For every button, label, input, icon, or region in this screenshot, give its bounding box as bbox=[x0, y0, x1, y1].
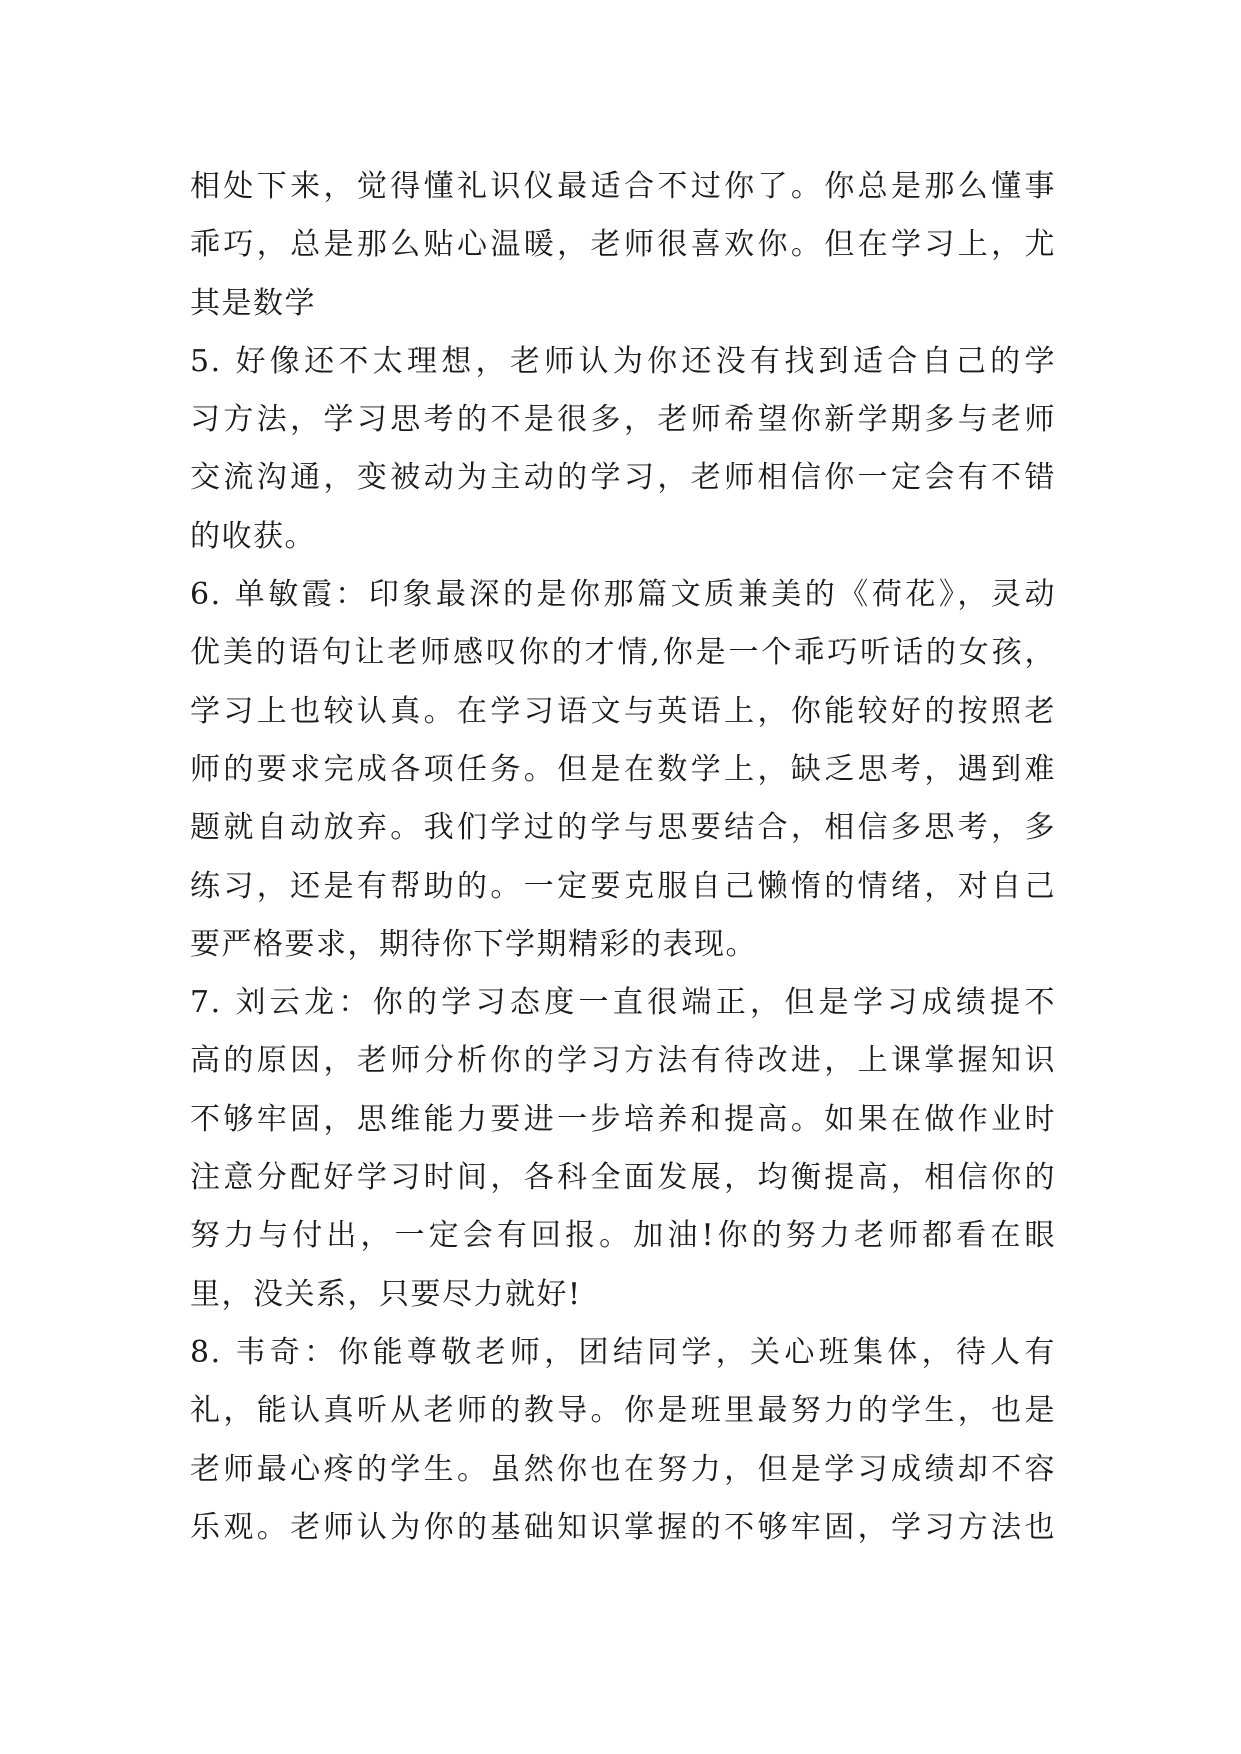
text-line: 礼，能认真听从老师的教导。你是班里最努力的学生，也是 bbox=[190, 1393, 1056, 1429]
text-line: 师的要求完成各项任务。但是在数学上，缺乏思考，遇到难 bbox=[190, 751, 1056, 787]
text-line: 乖巧，总是那么贴心温暖，老师很喜欢你。但在学习上，尤 bbox=[190, 227, 1056, 263]
text-line: 其是数学 bbox=[190, 285, 316, 321]
text-line: 里，没关系，只要尽力就好! bbox=[190, 1276, 582, 1312]
text-line: 相处下来，觉得懂礼识仪最适合不过你了。你总是那么懂事 bbox=[190, 169, 1056, 204]
document-body bbox=[190, 158, 1056, 1557]
text-line: 7. 刘云龙：你的学习态度一直很端正，但是学习成绩提不 bbox=[190, 985, 1056, 1021]
text-line: 6. 单敏霞：印象最深的是你那篇文质兼美的《荷花》，灵动 bbox=[190, 577, 1056, 613]
text-line: 老师最心疼的学生。虽然你也在努力，但是学习成绩却不容 bbox=[190, 1451, 1056, 1487]
text-line: 努力与付出，一定会有回报。加油!你的努力老师都看在眼 bbox=[190, 1218, 1056, 1254]
text-line: 的收获。 bbox=[190, 518, 316, 554]
text-line: 不够牢固，思维能力要进一步培养和提高。如果在做作业时 bbox=[190, 1101, 1056, 1137]
text-line: 优美的语句让老师感叹你的才情,你是一个乖巧听话的女孩， bbox=[190, 635, 1056, 671]
text-line: 5. 好像还不太理想，老师认为你还没有找到适合自己的学 bbox=[190, 343, 1056, 379]
text-line: 高的原因，老师分析你的学习方法有待改进，上课掌握知识 bbox=[190, 1043, 1056, 1079]
text-line: 交流沟通，变被动为主动的学习，老师相信你一定会有不错 bbox=[190, 460, 1056, 496]
text-line: 习方法，学习思考的不是很多，老师希望你新学期多与老师 bbox=[190, 402, 1056, 438]
text-line: 注意分配好学习时间，各科全面发展，均衡提高，相信你的 bbox=[190, 1160, 1056, 1196]
text-line: 题就自动放弃。我们学过的学与思要结合，相信多思考，多 bbox=[190, 810, 1056, 846]
text-line: 乐观。老师认为你的基础知识掌握的不够牢固，学习方法也 bbox=[190, 1509, 1056, 1545]
text-line: 要严格要求，期待你下学期精彩的表现。 bbox=[190, 926, 757, 962]
text-line: 学习上也较认真。在学习语文与英语上，你能较好的按照老 bbox=[190, 693, 1056, 729]
text-line: 练习，还是有帮助的。一定要克服自己懒惰的情绪，对自己 bbox=[190, 868, 1056, 904]
text-line: 8. 韦奇：你能尊敬老师，团结同学，关心班集体，待人有 bbox=[190, 1334, 1056, 1370]
